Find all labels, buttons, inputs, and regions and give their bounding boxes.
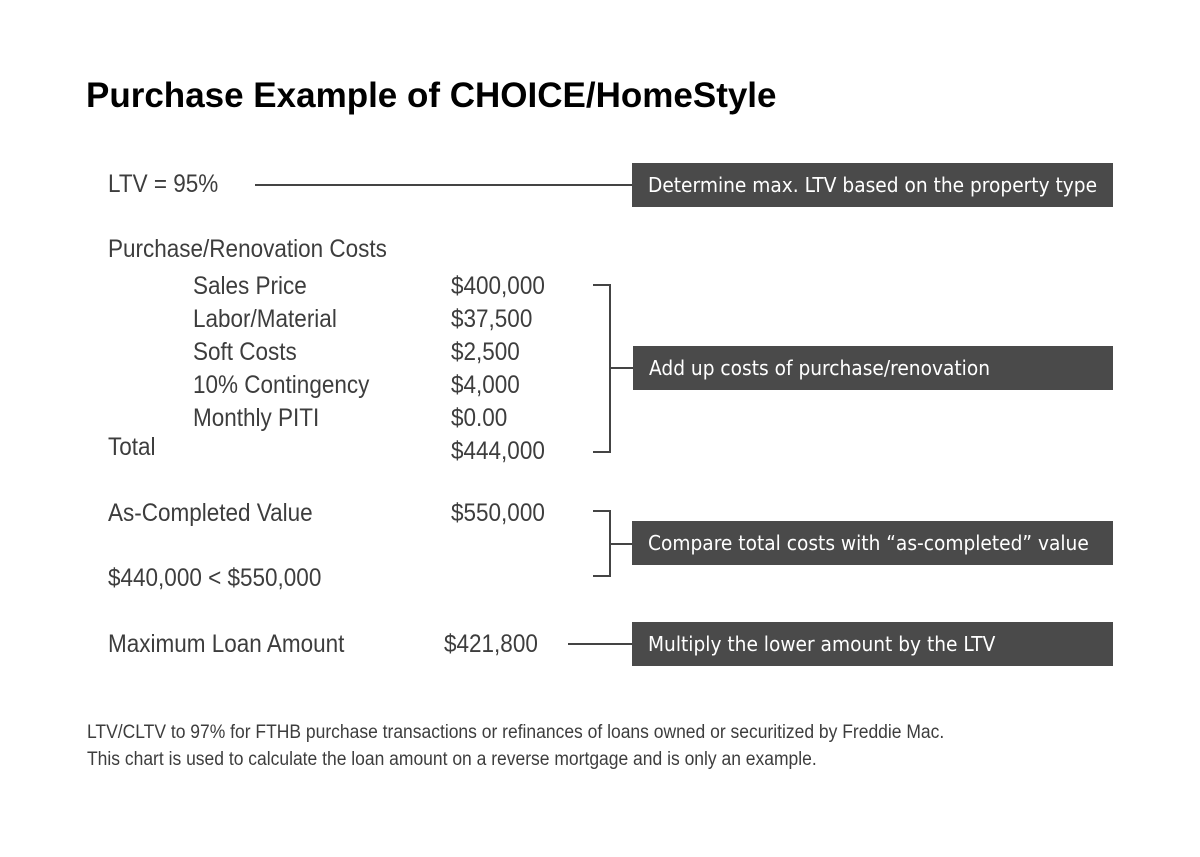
- cost-item-label: 10% Contingency: [193, 371, 370, 399]
- callout-multiply: [632, 622, 1113, 666]
- cost-item-value: $4,000: [451, 371, 520, 399]
- costs-bracket-bottom: [593, 451, 611, 453]
- compare-bracket-connector: [609, 543, 633, 545]
- cost-item-label: Monthly PITI: [193, 404, 320, 432]
- callout-costs-text: Add up costs of purchase/renovation: [649, 356, 991, 380]
- max-loan-label: Maximum Loan Amount: [108, 630, 345, 658]
- cost-item-value: $400,000: [451, 272, 545, 300]
- costs-heading: Purchase/Renovation Costs: [108, 235, 387, 263]
- callout-ltv: [632, 163, 1113, 207]
- costs-bracket-connector: [609, 367, 634, 369]
- ltv-label: LTV = 95%: [108, 170, 219, 198]
- total-value: $444,000: [451, 437, 545, 465]
- footnote: LTV/CLTV to 97% for FTHB purchase transactions or refinances of loans owned or securitized by Freddie Mac.: [87, 722, 945, 743]
- ltv-connector-line: [255, 184, 633, 186]
- as-completed-label: As-Completed Value: [108, 499, 313, 527]
- page-title: Purchase Example of CHOICE/HomeStyle: [86, 76, 777, 115]
- total-label: Total: [108, 433, 156, 461]
- callout-costs: [633, 346, 1113, 390]
- max-loan-connector-line: [568, 643, 633, 645]
- comparison-text: $440,000 < $550,000: [108, 564, 322, 592]
- footnote: This chart is used to calculate the loan amount on a reverse mortgage and is only an example.: [87, 749, 817, 770]
- callout-ltv-text: Determine max. LTV based on the property type: [648, 173, 1098, 197]
- cost-item-value: $0.00: [451, 404, 508, 432]
- cost-item-label: Labor/Material: [193, 305, 337, 333]
- callout-compare-text: Compare total costs with “as-completed” value: [648, 531, 1089, 555]
- callout-compare: [632, 521, 1113, 565]
- cost-item-label: Soft Costs: [193, 338, 297, 366]
- compare-bracket-bottom: [593, 575, 611, 577]
- callout-multiply-text: Multiply the lower amount by the LTV: [648, 632, 996, 656]
- max-loan-value: $421,800: [444, 630, 538, 658]
- cost-item-value: $37,500: [451, 305, 533, 333]
- cost-item-value: $2,500: [451, 338, 520, 366]
- cost-item-label: Sales Price: [193, 272, 307, 300]
- as-completed-value: $550,000: [451, 499, 545, 527]
